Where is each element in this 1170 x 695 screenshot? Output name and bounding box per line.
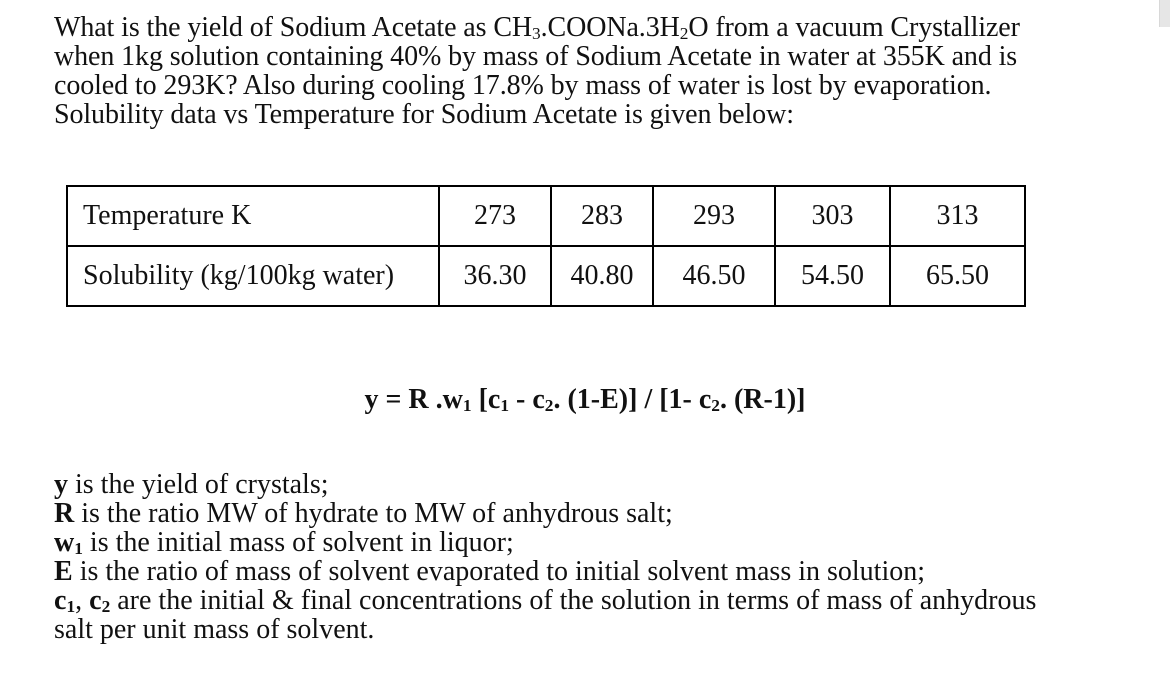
table-row [67,186,1025,246]
definition-e: E is the ratio of mass of solvent evaporated to initial solvent mass in solution; [54,556,926,587]
term-e: E [54,556,73,587]
table-cell: 54.50 [775,246,890,306]
scrollbar[interactable] [1159,0,1170,27]
table-cell: 293 [653,186,775,246]
table-cell: 46.50 [653,246,775,306]
term-c2: $c_2$ [89,585,111,617]
table-cell: 65.50 [890,246,1025,306]
variable-definitions [54,470,1154,644]
term-c1: $c_1$ [54,585,76,617]
term-w1: $w_1$ [54,527,83,559]
term-y: y [54,469,68,500]
definition-w1: $w_1$ is the initial mass of solvent in liquor; [54,527,514,559]
question-line: cooled to 293K? Also during cooling 17.8% by mass of water is lost by evaporation. [54,70,992,101]
table-row [67,246,1025,306]
solubility-table [66,185,1026,307]
definition-c: $c_1$, $c_2$ are the initial & final concentrations of the solution in terms of mass of anhydrous [54,585,1037,617]
question-line: when 1kg solution containing 40% by mass of Sodium Acetate in water at 355K and is [54,41,1018,72]
question-line: What is the yield of Sodium Acetate as $CH_3.COONa.3H_2O$ from a vacuum Crystallizer [54,12,1020,44]
row-header: Solubility (kg/100kg water) [67,246,439,306]
table-cell: 36.30 [439,246,551,306]
table-cell: 40.80 [551,246,653,306]
definition-c-continued: salt per unit mass of solvent. [54,614,375,645]
definition-r: R is the ratio MW of hydrate to MW of anhydrous salt; [54,498,673,529]
table-cell: 273 [439,186,551,246]
table-cell: 303 [775,186,890,246]
question-paragraph [54,13,1134,129]
row-header: Temperature K [67,186,439,246]
table-cell: 313 [890,186,1025,246]
yield-formula: y = R $.w_1$ [$c_1 - c_2$. (1-E)] / [1- $c_2$. (R-1)] [364,384,806,416]
definition-y: y is the yield of crystals; [54,469,329,500]
question-line: Solubility data vs Temperature for Sodium Acetate is given below: [54,99,794,130]
term-r: R [54,498,75,529]
table-cell: 283 [551,186,653,246]
